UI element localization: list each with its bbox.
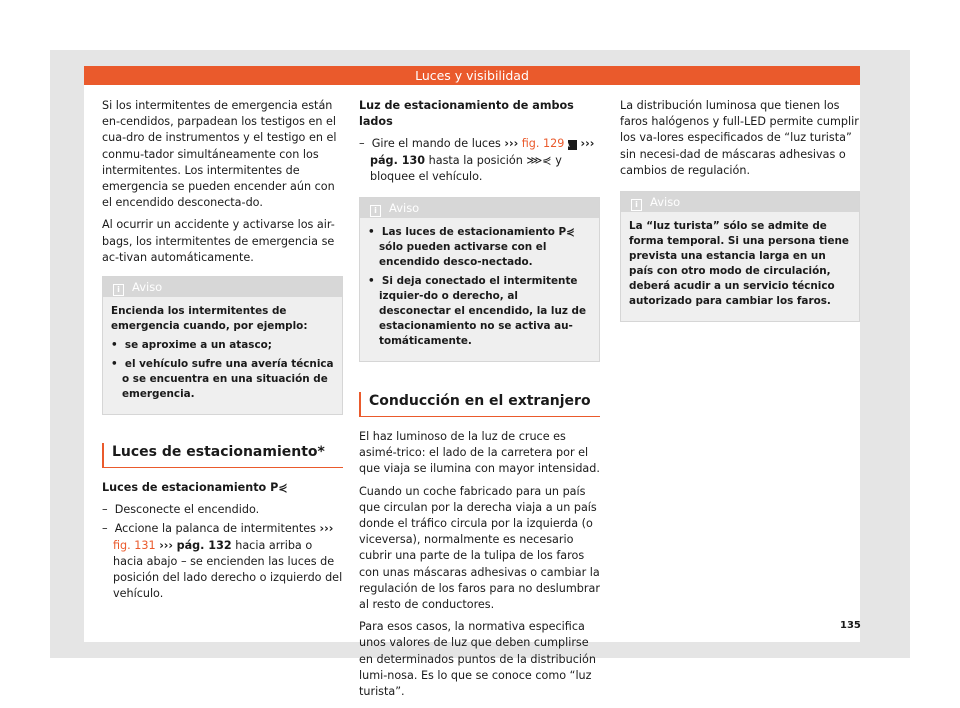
page-ref[interactable]: pág. 130 xyxy=(370,153,426,167)
figure-letter-icon: A xyxy=(568,140,577,150)
arrow-icon: ››› xyxy=(319,522,334,536)
column-left xyxy=(102,98,343,605)
page-ref[interactable]: pág. 132 xyxy=(176,538,232,552)
note-header xyxy=(360,198,599,218)
column-right xyxy=(620,98,860,322)
parking-light-icon: P⋞ xyxy=(558,226,575,239)
note-header xyxy=(103,277,342,297)
bullet-icon: • xyxy=(111,358,118,371)
note-label: Aviso xyxy=(389,201,420,216)
note-bullet: • Si deja conectado el intermitente izquier-do o derecho, al desconectar el encendido, la luz de estacionamiento no se activa au-tomáticamente. xyxy=(368,275,587,348)
note-label: Aviso xyxy=(132,280,163,295)
paragraph: Cuando un coche fabricado para un país que circulan por la derecha viaja a un país donde el tráfico circula por la izquierda (o viceversa), normalmente es necesario cubrir una parte de la tulipa de los faros con unas máscaras adhesivas o cambiar la regulación de los faros para no deslumbrar al resto de conductores. xyxy=(359,484,600,612)
note-header xyxy=(621,192,859,212)
note-bullet: • Las luces de estacionamiento P⋞ sólo pueden activarse con el encendido desco-nectado. xyxy=(368,226,575,269)
note-body xyxy=(360,218,599,361)
note-box xyxy=(620,191,860,322)
arrow-icon: ››› xyxy=(159,538,174,552)
note-label: Aviso xyxy=(650,195,681,210)
page-number: 135 xyxy=(840,620,861,631)
step-item: – Desconecte el encendido. xyxy=(102,503,260,517)
step-item: – Gire el mando de luces ››› fig. 129 A ››› pág. 130 hasta la posición ⋙⋞ y bloquee el vehículo. xyxy=(359,137,595,183)
note-body xyxy=(103,297,342,414)
step-item: – Accione la palanca de intermitentes ››› fig. 131 ››› pág. 132 hacia arriba o hacia abajo – se encienden las luces de posición del lado derecho o izquierdo del vehículo. xyxy=(102,522,343,601)
figure-link[interactable]: fig. 129 xyxy=(521,137,565,151)
paragraph: Al ocurrir un accidente y activarse los air-bags, los intermitentes de emergencia se ac-tivan automáticamente. xyxy=(102,218,335,264)
note-box xyxy=(102,276,343,415)
bullet-icon: • xyxy=(368,226,375,239)
info-icon: i xyxy=(370,205,381,217)
bullet-icon: • xyxy=(368,275,375,288)
info-icon: i xyxy=(631,199,642,211)
paragraph: Para esos casos, la normativa especifica unos valores de luz que deben cumplirse en determinados puntos de la distribución lumi-nosa. Es lo que se conoce como “luz turista”. xyxy=(359,620,596,699)
side-light-icon: ⋙⋞ xyxy=(526,153,552,167)
paragraph: El haz luminoso de la luz de cruce es asimé-trico: el lado de la carretera por el que viaja se ilumina con mayor intensidad. xyxy=(359,430,600,476)
note-text: La “luz turista” sólo se admite de forma temporal. Si una persona tiene prevista una estancia larga en un país con otro modo de circulación, deberá acudir a un servicio técnico autorizado para cambiar los faros. xyxy=(629,220,849,308)
bullet-icon: • xyxy=(111,339,118,352)
subheading: Luces de estacionamiento P⋞ xyxy=(102,481,288,495)
note-intro: Encienda los intermitentes de emergencia cuando, por ejemplo: xyxy=(111,305,308,333)
note-body xyxy=(621,212,859,321)
chapter-header: Luces y visibilidad xyxy=(84,66,860,85)
note-bullet: • se aproxime a un atasco; xyxy=(111,339,272,352)
paragraph: Si los intermitentes de emergencia están en-cendidos, parpadean los testigos en el cua-dro de instrumentos y el testigo en el conmu-tador simultáneamente con los intermitentes. Los intermitentes de emergencia se pueden encender aún con el encendido desconecta-do. xyxy=(102,99,337,210)
section-title: Conducción en el extranjero xyxy=(359,392,600,417)
info-icon: i xyxy=(113,284,124,296)
column-middle xyxy=(359,98,600,706)
note-bullet: • el vehículo sufre una avería técnica o se encuentra en una situación de emergencia. xyxy=(111,358,334,401)
note-box xyxy=(359,197,600,362)
subheading: Luz de estacionamiento de ambos lados xyxy=(359,99,574,129)
paragraph: La distribución luminosa que tienen los faros halógenos y full-LED permite cumplir los va-lores especificados de “luz turista” sin necesi-dad de máscaras adhesivas o cambios de regulación. xyxy=(620,99,859,177)
parking-light-icon: P⋞ xyxy=(270,481,288,495)
arrow-icon: ››› xyxy=(580,137,595,151)
section-title: Luces de estacionamiento* xyxy=(102,443,343,468)
arrow-icon: ››› xyxy=(504,137,519,151)
figure-link[interactable]: fig. 131 xyxy=(113,538,156,552)
